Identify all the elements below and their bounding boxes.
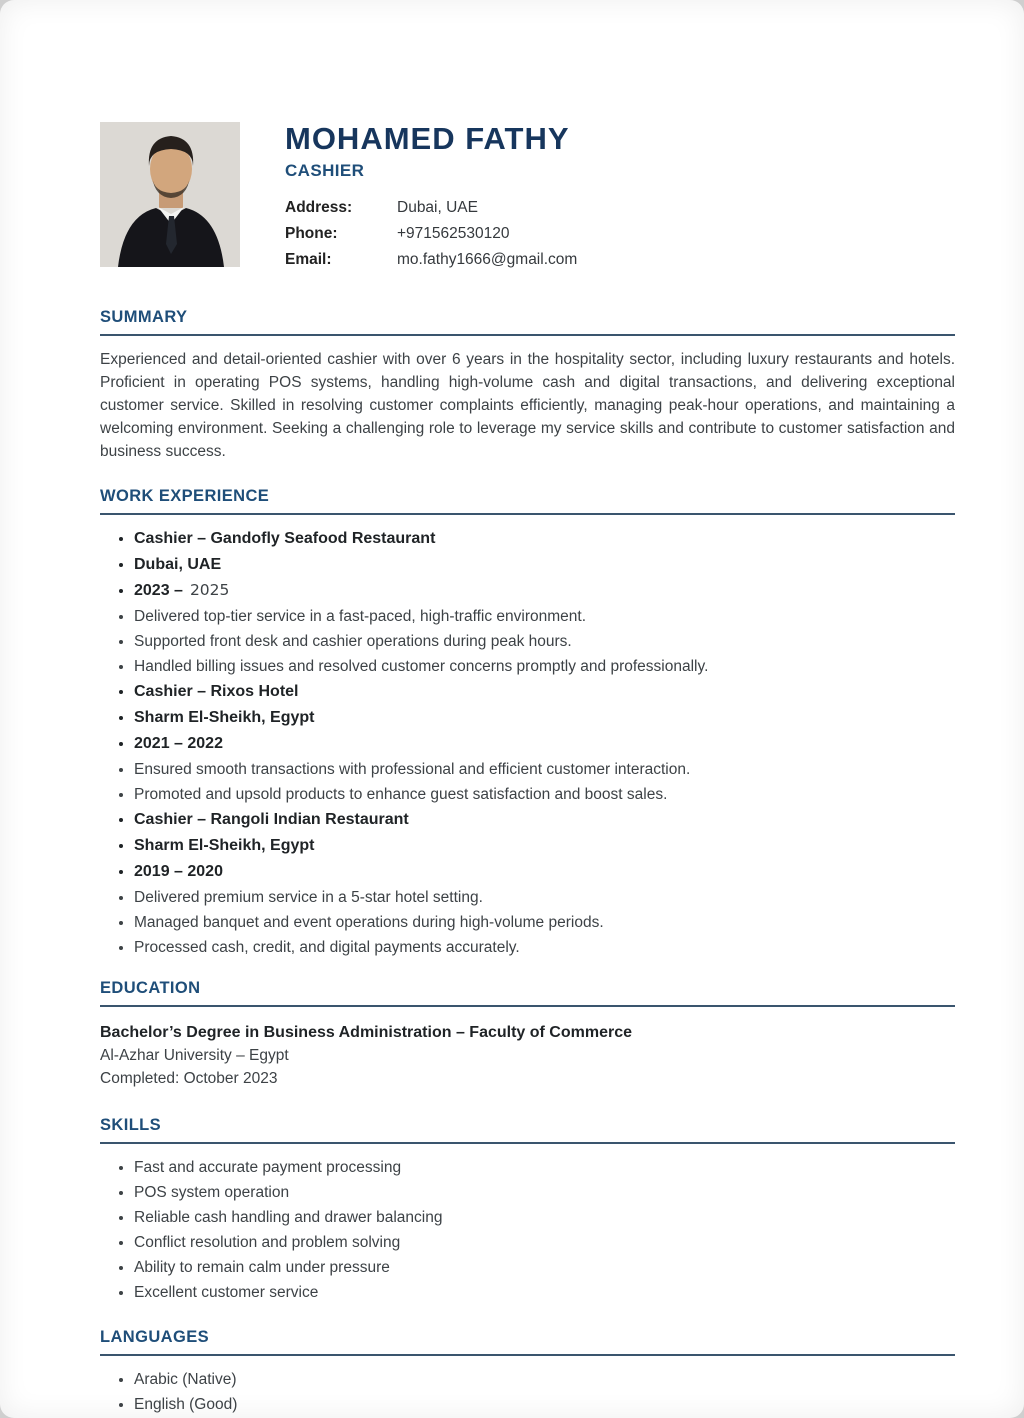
contact-row-phone [285,221,577,247]
contact-label: Address: [285,199,353,217]
job-dates-item: • 2021 – 2022 [134,734,955,753]
candidate-name: MOHAMED FATHY [285,121,570,156]
education-completed: Completed: October 2023 [100,1070,278,1088]
job-title-item: • Cashier – Gandofly Seafood Restaurant [134,529,955,548]
skills-list [100,1158,955,1302]
section-head-work [100,487,955,515]
job-location-item: • Dubai, UAE [134,555,955,574]
job-bullet-item: • Ensured smooth transactions with professional and efficient customer interaction. [134,760,955,779]
contact-block [285,195,577,273]
job-bullet-item: • Processed cash, credit, and digital payments accurately. [134,938,955,957]
section-heading-summary: SUMMARY [100,308,188,327]
job-bullet-item: • Delivered premium service in a 5-star hotel setting. [134,888,955,907]
section-languages [100,1328,955,1414]
job-bullet-item: • Supported front desk and cashier operations during peak hours. [134,632,955,651]
job-bullet-item: • Managed banquet and event operations during high-volume periods. [134,913,955,932]
job-location-item: • Sharm El-Sheikh, Egypt [134,708,955,727]
section-heading-work: WORK EXPERIENCE [100,487,270,506]
skill-item: • POS system operation [134,1183,955,1202]
section-head-education [100,979,955,1007]
job-bullet-item: • Handled billing issues and resolved customer concerns promptly and professionally. [134,657,955,676]
education-institution: Al-Azhar University – Egypt [100,1047,289,1065]
skill-item: • Ability to remain calm under pressure [134,1258,955,1277]
section-skills [100,1116,955,1302]
job-dates-regular: 2025 [189,581,230,600]
section-summary [100,308,955,463]
languages-list [100,1370,955,1414]
resume-header [100,122,955,273]
job-bullet-item: • Promoted and upsold products to enhance guest satisfaction and boost sales. [134,785,955,804]
job-dates-bold: 2023 – [134,582,183,600]
job-title-item: • Cashier – Rixos Hotel [134,682,955,701]
education-degree: Bachelor’s Degree in Business Administration – Faculty of Commerce [100,1024,632,1042]
candidate-job-title: CASHIER [285,161,365,181]
section-head-languages [100,1328,955,1356]
section-heading-languages: LANGUAGES [100,1328,210,1347]
section-head-summary [100,308,955,336]
education-block [100,1021,955,1090]
section-heading-education: EDUCATION [100,979,201,998]
job-dates-item [134,581,955,600]
portrait-photo-graphic [100,122,240,267]
skill-item: • Excellent customer service [134,1283,955,1302]
section-education [100,979,955,1090]
section-head-skills [100,1116,955,1144]
language-item: • English (Good) [134,1395,955,1414]
skill-item: • Reliable cash handling and drawer balancing [134,1208,955,1227]
contact-row-address [285,195,577,221]
contact-value-email: mo.fathy1666@gmail.com [397,251,578,269]
job-dates-item: • 2019 – 2020 [134,862,955,881]
contact-value-address: Dubai, UAE [397,199,478,217]
section-work-experience [100,487,955,957]
job-location-item: • Sharm El-Sheikh, Egypt [134,836,955,855]
skill-item: • Fast and accurate payment processing [134,1158,955,1177]
section-heading-skills: SKILLS [100,1116,162,1135]
job-title-item: • Cashier – Rangoli Indian Restaurant [134,810,955,829]
portrait-photo [100,122,240,267]
contact-row-email [285,247,577,273]
language-item: • Arabic (Native) [134,1370,955,1389]
work-experience-list [100,529,955,957]
contact-value-phone: +971562530120 [397,225,510,243]
skill-item: • Conflict resolution and problem solving [134,1233,955,1252]
header-text [285,122,577,273]
contact-label: Email: [285,251,332,269]
summary-text: Experienced and detail-oriented cashier with over 6 years in the hospitality sector, including luxury restaurants and hotels. Proficient in operating POS systems, handling high-volume cash and digital transactions, and delivering exceptional customer service. Skilled in resolving customer complaints efficiently, managing peak-hour operations, and maintaining a welcoming environment. Seeking a challenging role to leverage my service skills and contribute to customer satisfaction and business success. [100,351,955,461]
contact-label: Phone: [285,225,338,243]
job-bullet-item: • Delivered top-tier service in a fast-paced, high-traffic environment. [134,607,955,626]
